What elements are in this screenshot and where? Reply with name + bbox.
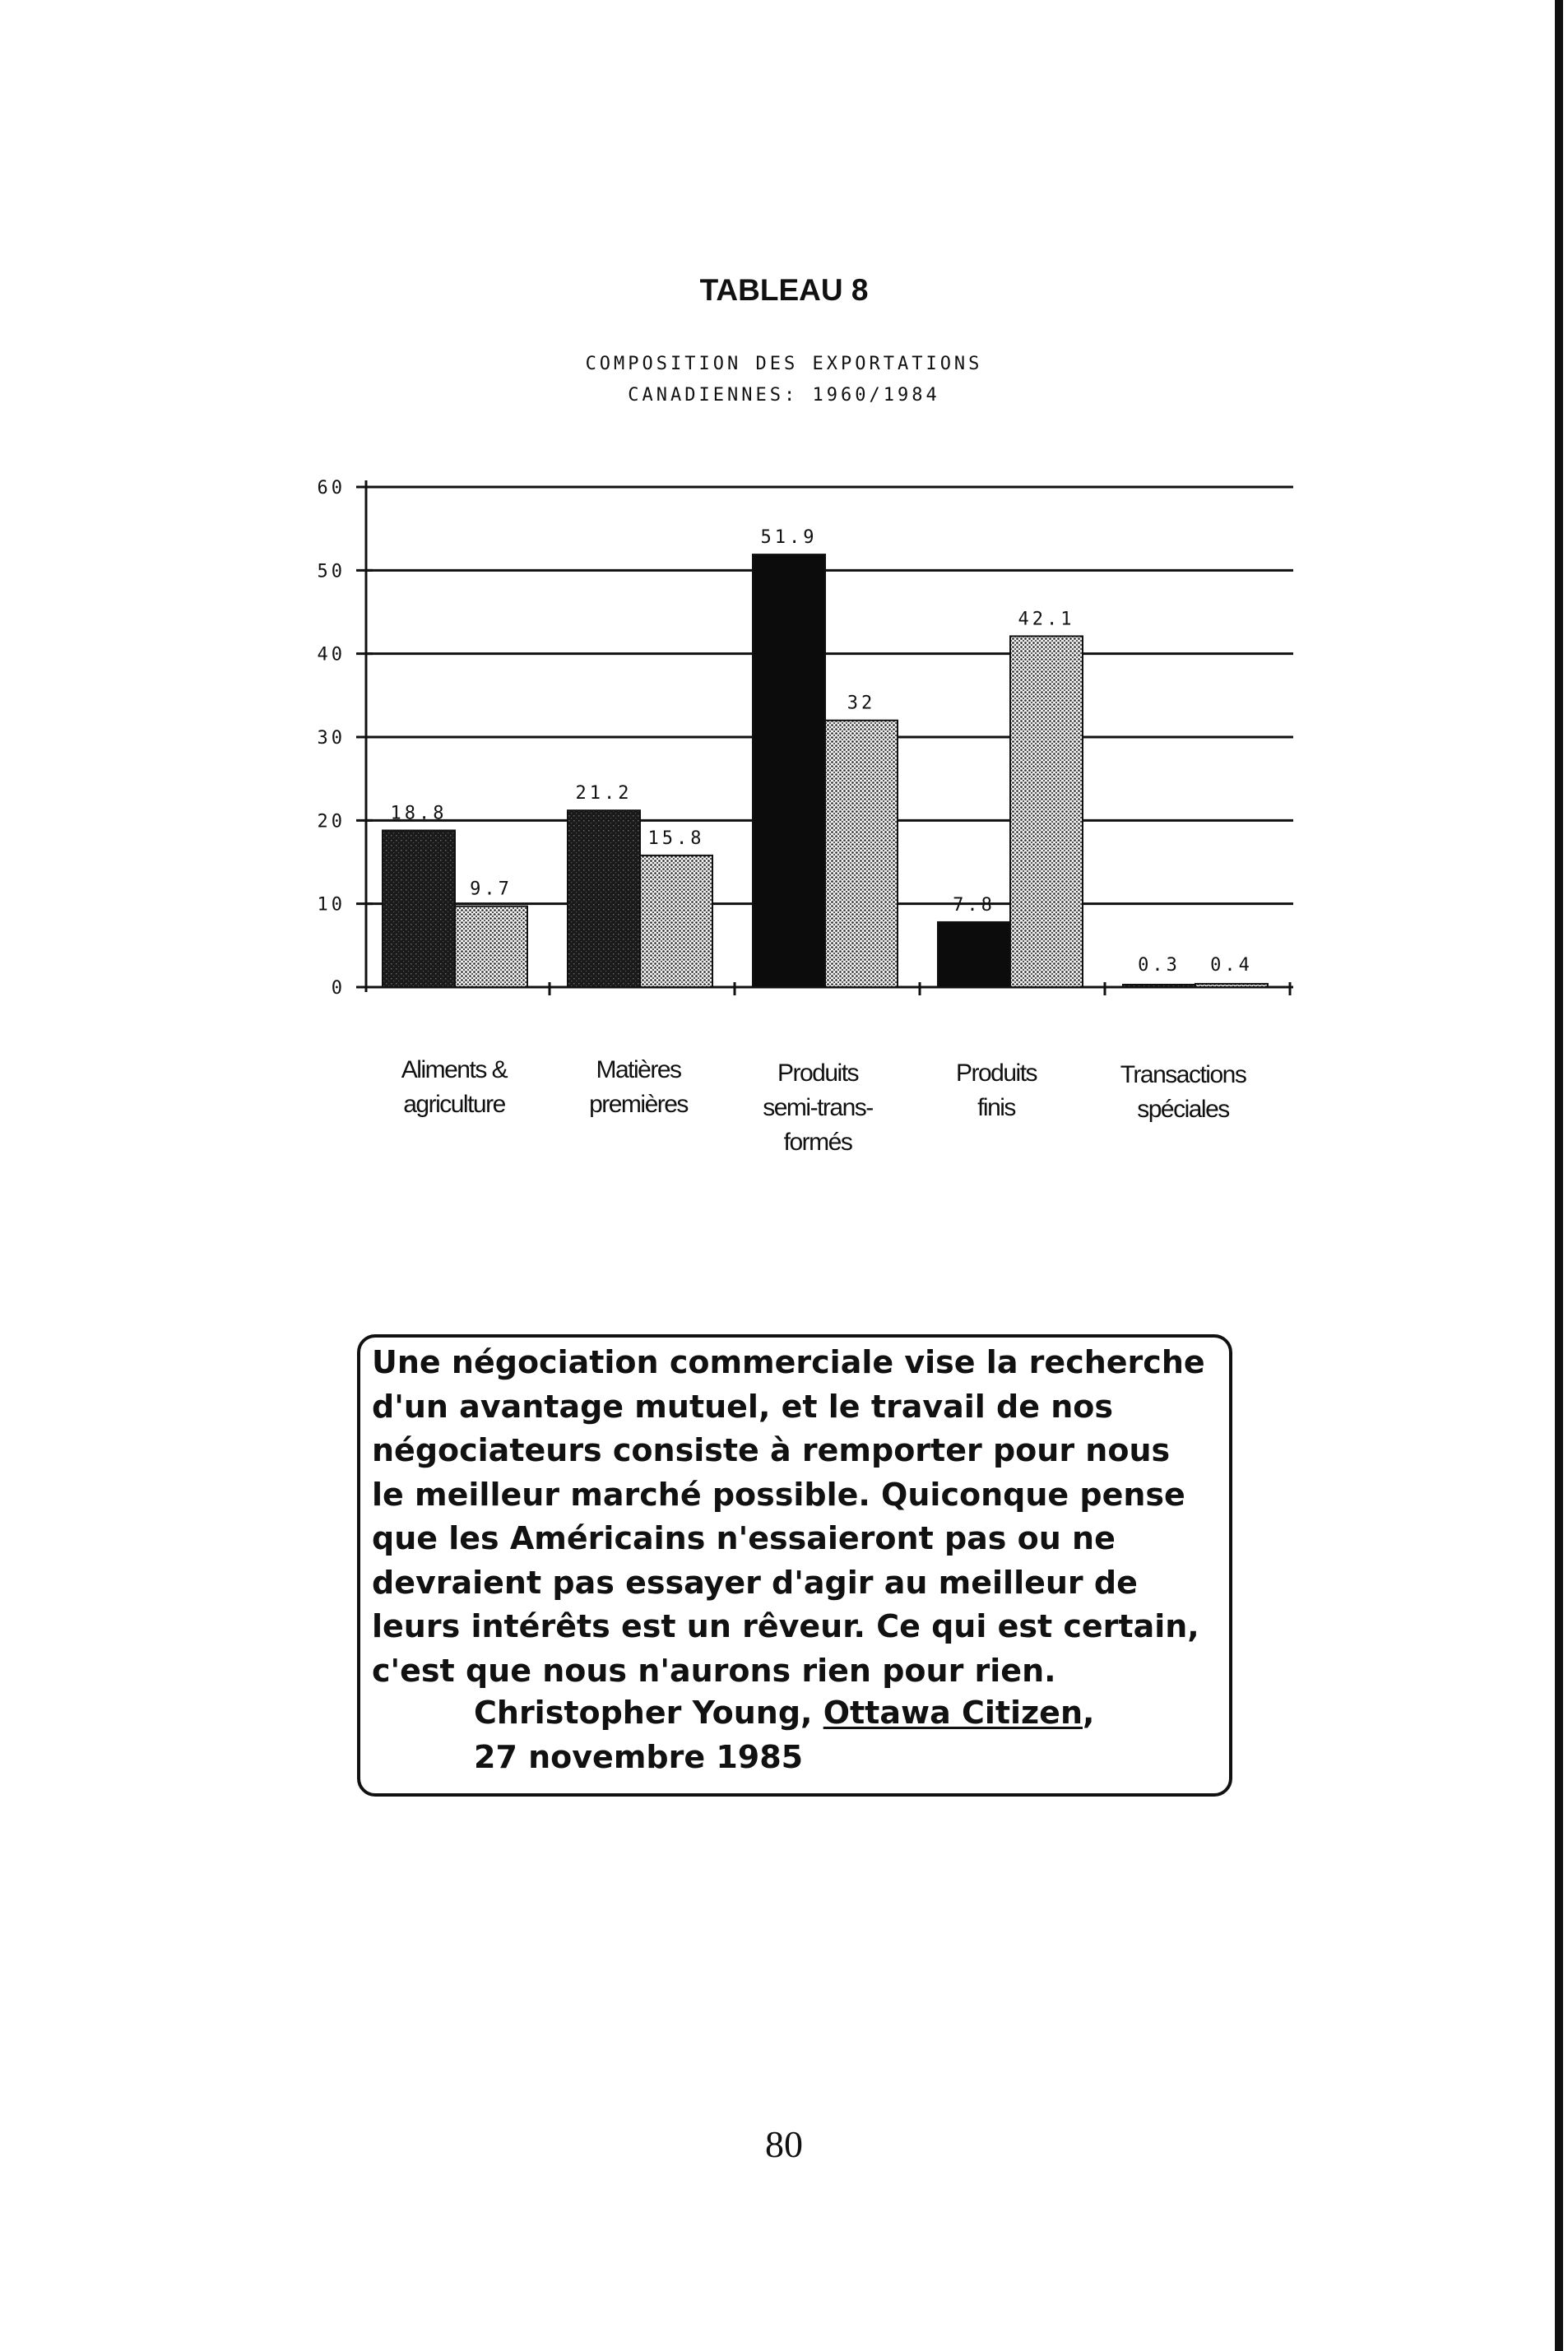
quote-source: Ottawa Citizen: [823, 1695, 1083, 1731]
data-label-1984-4: 0.4: [1210, 955, 1253, 976]
category-label-line: Transactions: [1120, 1061, 1246, 1088]
quote-line: c'est que nous n'aurons rien pour rien.: [372, 1652, 1056, 1689]
category-label-line: spéciales: [1137, 1096, 1229, 1123]
quote-line: le meilleur marché possible. Quiconque pense: [372, 1476, 1185, 1513]
data-label-1984-1: 15.8: [647, 828, 705, 849]
quote-date: 27 novembre 1985: [474, 1739, 804, 1775]
bar-1984-2: [825, 721, 898, 987]
quote-source-suffix: ,: [1083, 1695, 1095, 1731]
bar-1984-3: [1010, 636, 1083, 987]
y-tick-label: 10: [317, 894, 346, 916]
category-label: [1084, 1058, 1282, 1127]
bar-1960-0: [383, 830, 455, 987]
data-label-1960-4: 0.3: [1138, 955, 1181, 976]
quote-text: [372, 1341, 1227, 1693]
category-label-line: premières: [589, 1091, 688, 1118]
category-label: [355, 1053, 553, 1122]
quote-author: Christopher Young,: [474, 1695, 813, 1731]
y-tick-label: 60: [317, 478, 346, 498]
bar-1960-3: [938, 922, 1010, 987]
bar-chart: [0, 0, 1568, 1036]
bar-1960-4: [1123, 985, 1195, 987]
category-label-line: Produits: [777, 1060, 859, 1087]
bar-1960-1: [568, 810, 640, 987]
quote-line: devraient pas essayer d'agir au meilleur de: [372, 1564, 1138, 1601]
category-label-line: Aliments &: [401, 1056, 508, 1083]
category-label-line: semi-trans-: [763, 1094, 873, 1121]
bar-1984-4: [1195, 984, 1268, 987]
y-tick-label: 20: [317, 811, 346, 832]
y-tick-label: 40: [317, 644, 346, 665]
y-tick-label: 30: [317, 728, 346, 749]
chart-title: TABLEAU 8: [699, 273, 869, 307]
data-label-1960-1: 21.2: [575, 783, 633, 805]
quote-attribution: [474, 1695, 1094, 1731]
quote-line: d'un avantage mutuel, et le travail de nos: [372, 1388, 1114, 1425]
bar-1984-1: [640, 856, 712, 987]
data-label-1984-3: 42.1: [1018, 609, 1075, 630]
data-label-1960-3: 7.8: [953, 894, 995, 916]
data-label-1984-2: 32: [847, 693, 876, 714]
bar-1960-2: [753, 554, 825, 987]
data-label-1984-0: 9.7: [470, 879, 513, 900]
quote-line: négociateurs consiste à remporter pour nous: [372, 1432, 1171, 1468]
category-label-line: formés: [783, 1129, 852, 1156]
page-number: 80: [765, 2123, 803, 2165]
bar-1984-0: [455, 907, 527, 987]
quote-line: que les Américains n'essaieront pas ou ne: [372, 1520, 1116, 1556]
data-label-1960-0: 18.8: [390, 803, 448, 824]
category-label-line: Produits: [955, 1060, 1037, 1087]
category-label-line: agriculture: [403, 1091, 505, 1118]
category-label: [898, 1056, 1095, 1125]
category-label: [540, 1053, 737, 1122]
y-tick-label: 0: [331, 978, 346, 999]
chart-subtitle-line-2: CANADIENNES: 1960/1984: [628, 385, 940, 406]
category-label-line: finis: [977, 1094, 1015, 1121]
y-tick-label: 50: [317, 561, 346, 582]
category-label: [719, 1056, 916, 1160]
data-label-1960-2: 51.9: [760, 527, 818, 549]
category-label-line: Matières: [596, 1056, 681, 1083]
chart-subtitle-line-1: COMPOSITION DES EXPORTATIONS: [585, 354, 983, 374]
quote-line: leurs intérêts est un rêveur. Ce qui est certain,: [372, 1608, 1199, 1644]
quote-line: Une négociation commerciale vise la recherche: [372, 1344, 1205, 1380]
